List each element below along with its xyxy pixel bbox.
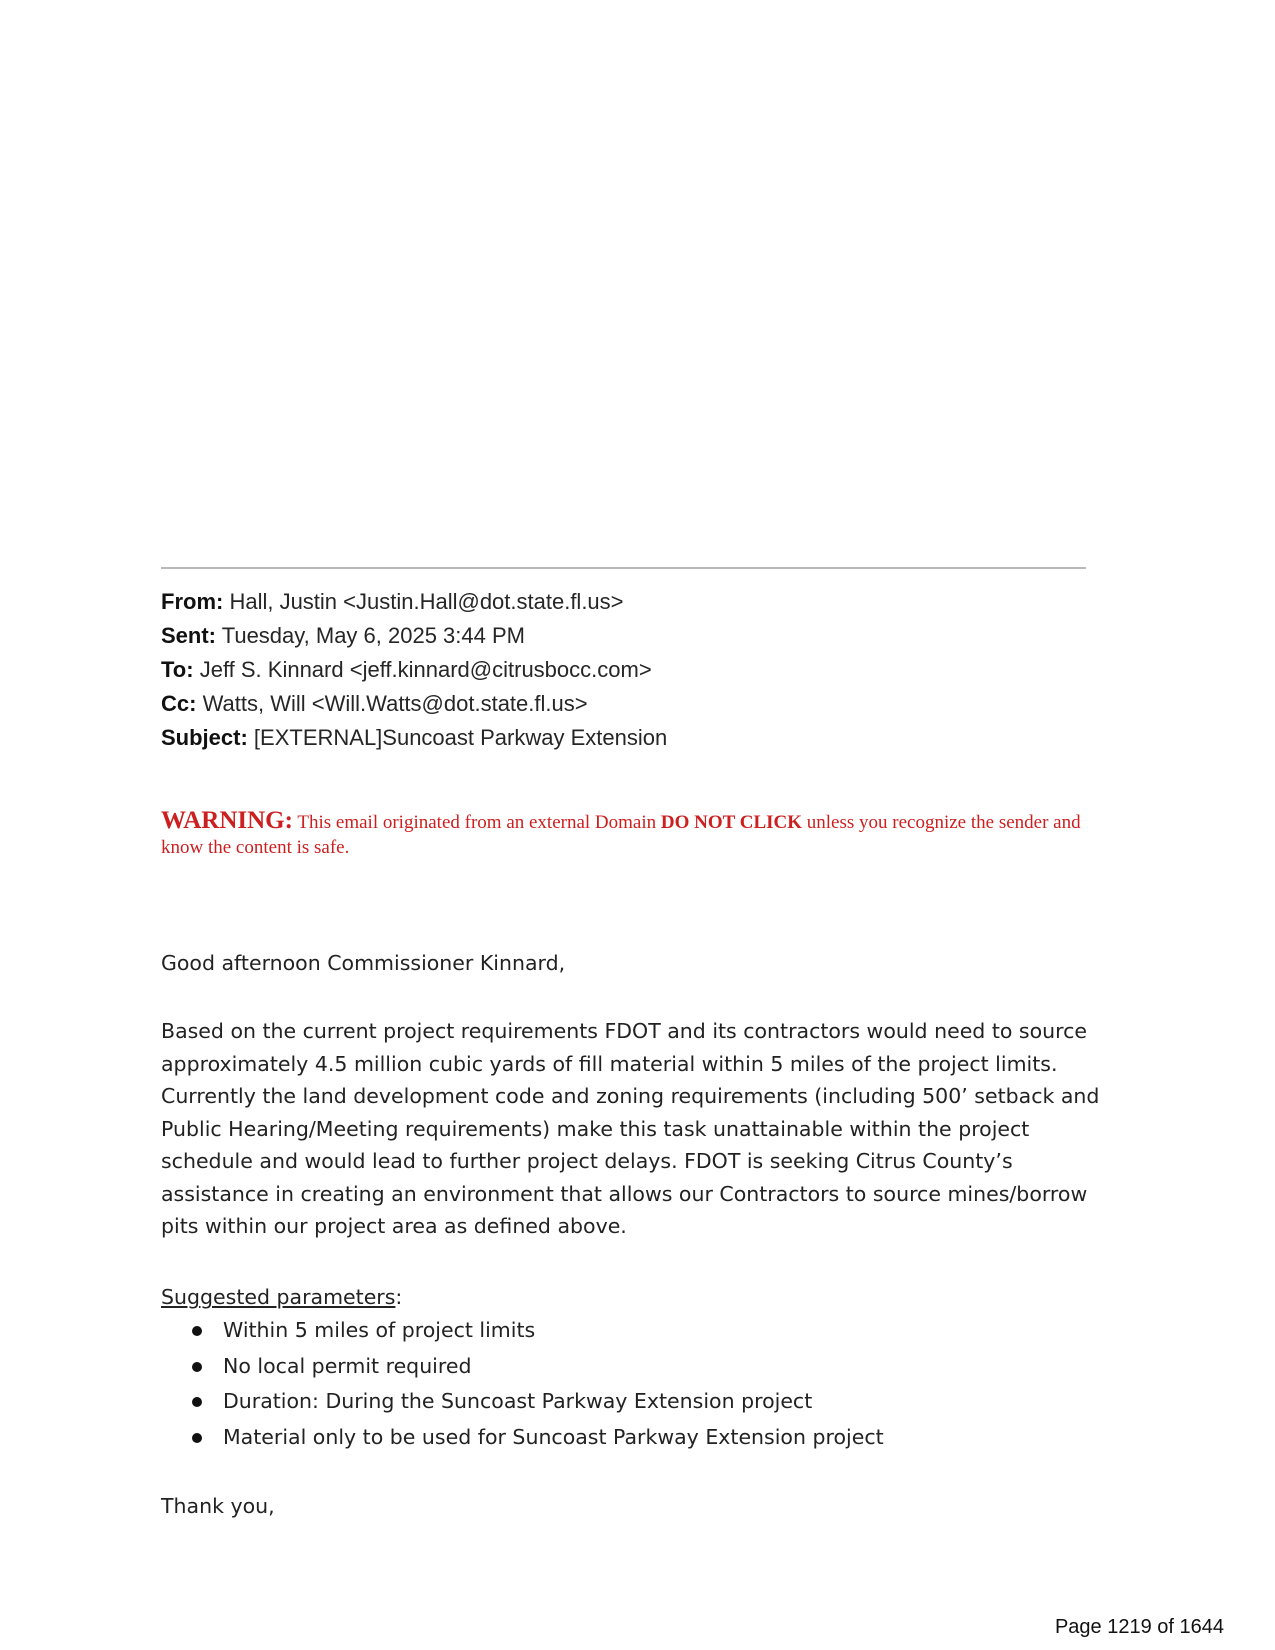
list-item-text: Material only to be used for Suncoast Parkway Extension project [223,1425,884,1450]
bullet-icon [192,1397,202,1407]
header-separator [161,567,1086,569]
warning-text-before: This email originated from an external Domain [297,812,657,833]
bullet-icon [192,1362,202,1372]
header-sent [161,619,1101,653]
header-subject-value: [EXTERNAL]Suncoast Parkway Extension [253,725,668,750]
email-closing: Thank you, [161,1494,275,1518]
header-to-value: Jeff S. Kinnard <jeff.kinnard@citrusbocc.com> [199,657,652,682]
parameters-heading [161,1281,1111,1314]
header-to [161,653,1101,687]
warning-do-not-click: DO NOT CLICK [660,812,803,833]
warning-text-after: unless you recognize the sender and know the content is safe. [161,812,1081,858]
parameters-list [161,1313,1111,1456]
header-subject-label: Subject: [161,725,248,750]
list-item [161,1313,1111,1349]
warning-label: WARNING: [161,807,293,834]
list-item [161,1384,1111,1420]
list-item [161,1349,1111,1385]
email-body-paragraph: Based on the current project requirements FDOT and its contractors would need to source approximately 4.5 million cubic yards of fill material within 5 miles of the project limits. Currently the land development code and zoning requirements (including 500’ setback and Public Hearing/Meeting requirements) make this task unattainable within the project schedule and would lead to further project delays. FDOT is seeking Citrus County’s assistance in creating an environment that allows our Contractors to source mines/borrow pits within our project area as defined above. [161,1019,1100,1238]
list-item-text: Duration: During the Suncoast Parkway Extension project [223,1389,813,1414]
header-to-label: To: [161,657,194,682]
header-cc-value: Watts, Will <Will.Watts@dot.state.fl.us> [202,691,588,716]
list-item [161,1420,1111,1456]
bullet-icon [192,1326,202,1336]
external-warning-banner [161,808,1111,860]
list-item-text: Within 5 miles of project limits [223,1318,536,1342]
list-item-text: No local permit required [223,1353,472,1378]
page-number: Page 1219 of 1644 [1054,1616,1224,1638]
bullet-icon [192,1433,202,1443]
header-from-label: From: [161,589,224,614]
header-subject [161,721,1101,755]
parameters-colon: : [395,1285,403,1309]
parameters-label: Suggested parameters [161,1285,396,1309]
header-cc-label: Cc: [161,691,197,716]
email-greeting: Good afternoon Commissioner Kinnard, [161,951,566,975]
header-sent-value: Tuesday, May 6, 2025 3:44 PM [221,623,525,648]
header-cc [161,687,1101,721]
header-from [161,585,1101,619]
header-from-value: Hall, Justin <Justin.Hall@dot.state.fl.us> [229,589,624,614]
header-sent-label: Sent: [161,623,216,648]
email-headers [161,585,1101,755]
